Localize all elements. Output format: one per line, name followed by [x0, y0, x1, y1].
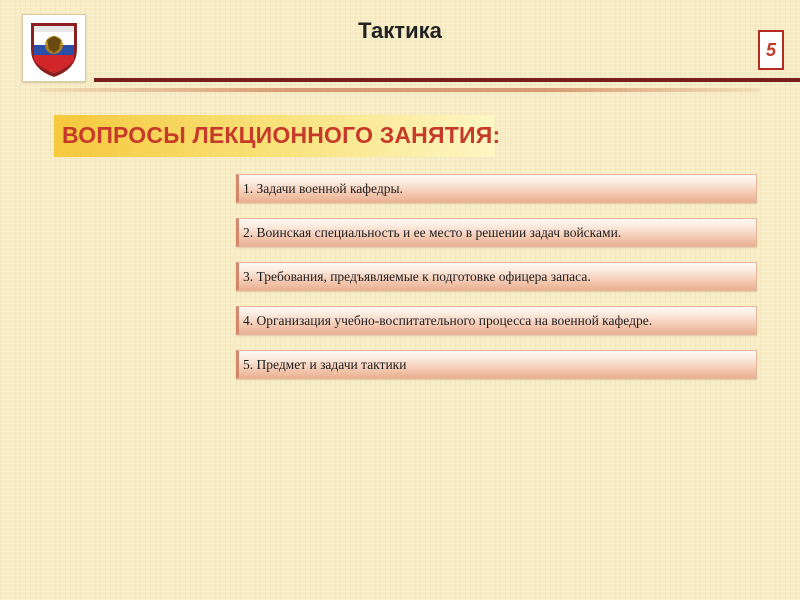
list-item — [236, 350, 757, 379]
section-heading: ВОПРОСЫ ЛЕКЦИОННОГО ЗАНЯТИЯ: — [62, 122, 501, 148]
header-divider — [94, 78, 800, 82]
list-item — [236, 174, 757, 203]
list-item — [236, 218, 757, 247]
list-item-label: 5. Предмет и задачи тактики — [243, 356, 407, 372]
slide-number-badge: 5 — [758, 30, 784, 70]
list-item-label: 1. Задачи военной кафедры. — [243, 180, 403, 196]
list-item — [236, 306, 757, 335]
header-divider-shadow — [40, 88, 760, 92]
list-item-label: 2. Воинская специальность и ее место в решении задач войсками. — [243, 224, 622, 240]
list-item — [236, 262, 757, 291]
list-item-label: 3. Требования, предъявляемые к подготовке офицера запаса. — [243, 268, 591, 284]
list-item-label: 4. Организация учебно-воспитательного процесса на военной кафедре. — [243, 312, 653, 328]
page-title: Тактика — [358, 18, 442, 43]
lecture-questions-list — [236, 174, 757, 394]
